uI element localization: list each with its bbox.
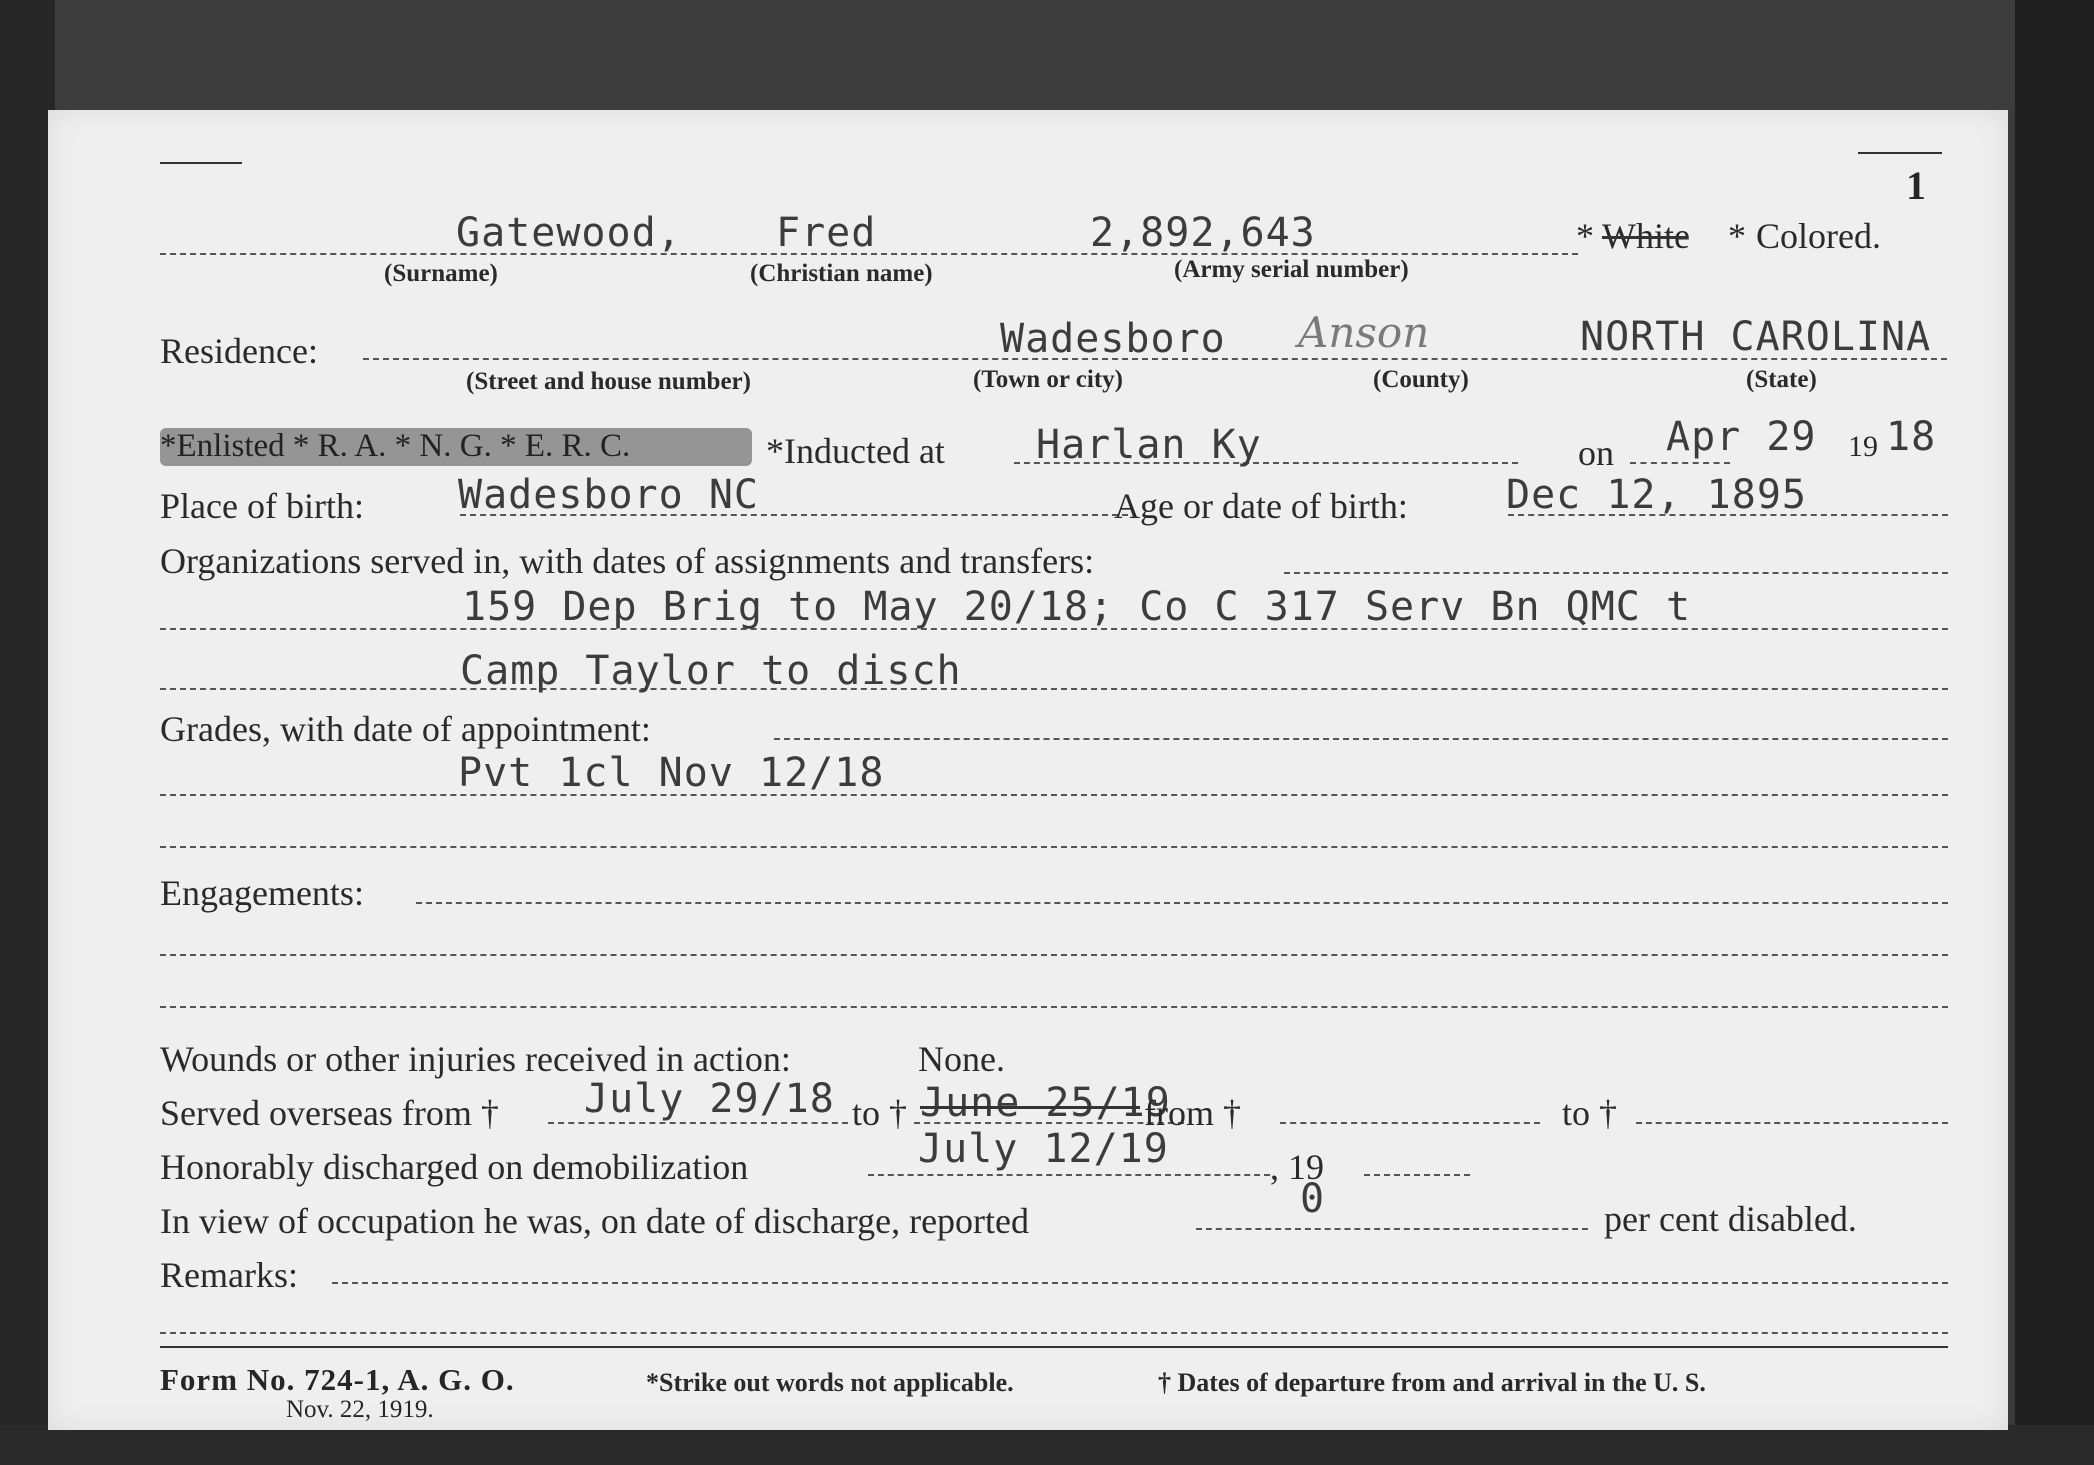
overseas-line-4 bbox=[1636, 1122, 1948, 1124]
inducted-date-line bbox=[1630, 462, 1730, 464]
race-white-strikethrough bbox=[1602, 236, 1688, 239]
overseas-line-3 bbox=[1280, 1122, 1540, 1124]
caption-christian-name: (Christian name) bbox=[750, 260, 933, 287]
top-right-rule bbox=[1858, 152, 1942, 154]
discharge-year-line bbox=[1364, 1174, 1470, 1176]
overseas-to-label-2: to † bbox=[1562, 1093, 1618, 1133]
overseas-from-label-2: from † bbox=[1144, 1093, 1241, 1133]
disability-suffix: per cent disabled. bbox=[1604, 1199, 1857, 1239]
engagements-line-1 bbox=[160, 954, 1948, 956]
inducted-year-value: 18 bbox=[1886, 414, 1937, 460]
army-serial-value: 2,892,643 bbox=[1090, 210, 1316, 256]
scan-background-bottom bbox=[0, 1425, 2094, 1465]
birth-place-value: Wadesboro NC bbox=[458, 472, 759, 518]
inducted-date-value: Apr 29 bbox=[1666, 414, 1817, 460]
organizations-line-2 bbox=[160, 688, 1948, 690]
overseas-line-1 bbox=[548, 1122, 848, 1124]
residence-label: Residence: bbox=[160, 331, 318, 371]
grades-value-1: Pvt 1cl Nov 12/18 bbox=[458, 750, 885, 796]
form-number: Form No. 724-1, A. G. O. bbox=[160, 1362, 515, 1397]
race-star-2: * bbox=[1728, 216, 1746, 256]
organizations-value-2: Camp Taylor to disch bbox=[460, 648, 962, 694]
residence-county-value: Anson bbox=[1298, 308, 1430, 357]
birth-date-value: Dec 12, 1895 bbox=[1506, 472, 1807, 518]
caption-army-serial: (Army serial number) bbox=[1174, 256, 1409, 283]
disability-value: 0 bbox=[1300, 1176, 1326, 1222]
caption-county: (County) bbox=[1373, 366, 1469, 393]
overseas-to-label: to † bbox=[852, 1093, 908, 1133]
strike-note: *Strike out words not applicable. bbox=[646, 1368, 1014, 1397]
discharge-date-value: July 12/19 bbox=[918, 1126, 1169, 1172]
dates-note: † Dates of departure from and arrival in the U. S. bbox=[1158, 1368, 1706, 1397]
christian-name-value: Fred bbox=[776, 210, 877, 256]
grades-line-1 bbox=[160, 794, 1948, 796]
overseas-label: Served overseas from † bbox=[160, 1093, 499, 1133]
race-white: White bbox=[1602, 216, 1690, 256]
caption-town: (Town or city) bbox=[973, 366, 1123, 393]
caption-street: (Street and house number) bbox=[466, 368, 751, 395]
card-number: 1 bbox=[1906, 163, 1926, 208]
inducted-label: *Inducted at bbox=[766, 431, 945, 471]
engagements-line-0 bbox=[416, 902, 1948, 904]
caption-surname: (Surname) bbox=[384, 260, 498, 287]
organizations-value-1: 159 Dep Brig to May 20/18; Co C 317 Serv Bn QMC t bbox=[462, 584, 1692, 630]
remarks-label: Remarks: bbox=[160, 1255, 298, 1295]
race-star-1: * bbox=[1576, 216, 1594, 256]
form-date: Nov. 22, 1919. bbox=[286, 1396, 434, 1423]
overseas-to-strikethrough bbox=[920, 1106, 1140, 1109]
discharge-label: Honorably discharged on demobilization bbox=[160, 1147, 749, 1187]
inducted-year-prefix: 19 bbox=[1848, 430, 1878, 463]
remarks-line-0 bbox=[332, 1282, 1948, 1284]
footer-rule bbox=[160, 1346, 1948, 1348]
service-record-card bbox=[48, 110, 2008, 1430]
engagements-label: Engagements: bbox=[160, 873, 364, 913]
remarks-line-1 bbox=[160, 1332, 1948, 1334]
inducted-on-label: on bbox=[1578, 433, 1614, 473]
scan-background-top bbox=[0, 0, 2094, 110]
birth-date-label: Age or date of birth: bbox=[1114, 486, 1408, 526]
discharge-year-suffix: , 19 bbox=[1270, 1147, 1324, 1187]
scan-background-right bbox=[2015, 0, 2094, 1465]
wounds-value: None. bbox=[918, 1039, 1005, 1079]
residence-town-value: Wadesboro bbox=[1000, 316, 1226, 362]
overseas-to-value: June 25/19 bbox=[920, 1080, 1171, 1126]
enlisted-struck-text: *Enlisted * R. A. * N. G. * E. R. C. bbox=[160, 428, 631, 464]
surname-value: Gatewood, bbox=[456, 210, 682, 256]
wounds-label: Wounds or other injuries received in action: bbox=[160, 1039, 791, 1079]
inducted-place-value: Harlan Ky bbox=[1036, 422, 1262, 468]
overseas-from-value: July 29/18 bbox=[584, 1076, 835, 1122]
grades-line-2 bbox=[160, 846, 1948, 848]
top-left-rule bbox=[160, 162, 242, 164]
race-colored: Colored. bbox=[1756, 216, 1881, 256]
disability-label: In view of occupation he was, on date of discharge, reported bbox=[160, 1201, 1030, 1241]
organizations-line-0 bbox=[1284, 572, 1948, 574]
caption-state: (State) bbox=[1746, 366, 1817, 393]
residence-state-value: NORTH CAROLINA bbox=[1580, 314, 1932, 360]
engagements-line-2 bbox=[160, 1006, 1948, 1008]
organizations-label: Organizations served in, with dates of assignments and transfers: bbox=[160, 541, 1095, 581]
discharge-line bbox=[868, 1174, 1270, 1176]
birth-place-label: Place of birth: bbox=[160, 486, 364, 526]
grades-line-0 bbox=[774, 738, 1948, 740]
scan-background-left bbox=[0, 0, 55, 1465]
grades-label: Grades, with date of appointment: bbox=[160, 709, 651, 749]
disability-line bbox=[1196, 1228, 1588, 1230]
